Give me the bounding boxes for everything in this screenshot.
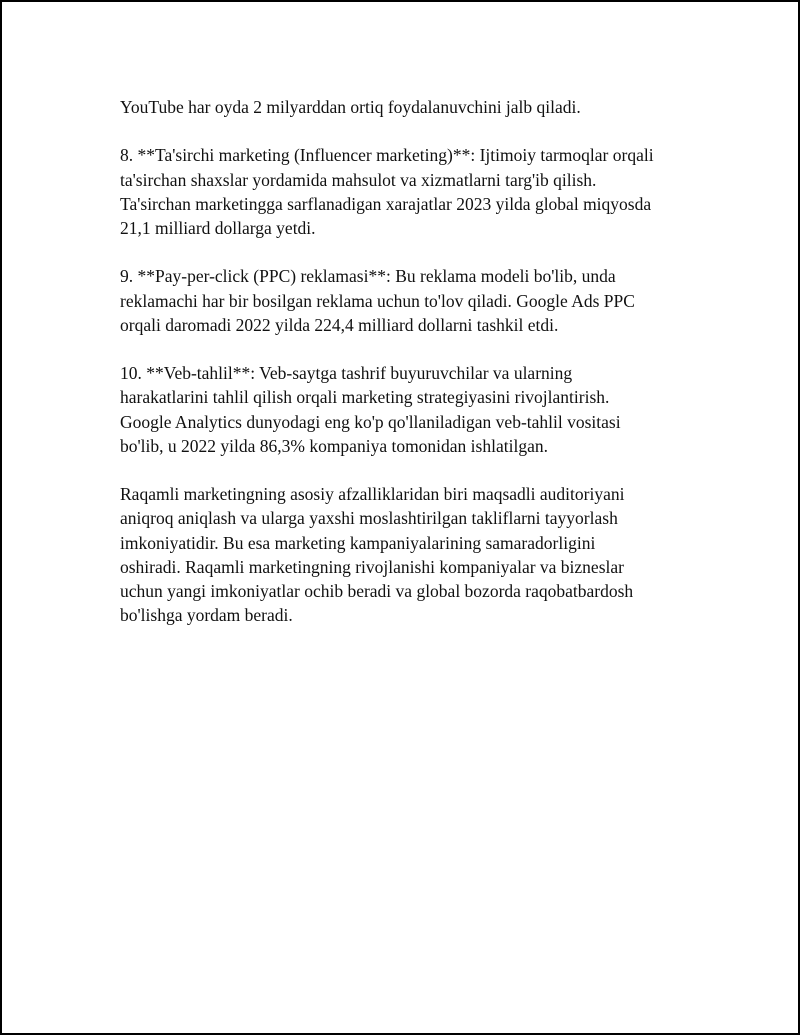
text-line: Raqamli marketingning asosiy afzalliklaridan biri maqsadli auditoriyani: [120, 484, 625, 505]
text-line: uchun yangi imkoniyatlar ochib beradi va global bozorda raqobatbardosh: [120, 581, 634, 601]
text-line: 8. **Ta'sirchi marketing (Influencer marketing)**: Ijtimoiy tarmoqlar orqali: [120, 145, 654, 166]
text-line: Google Analytics dunyodagi eng ko'p qo'llaniladigan veb-tahlil vositasi: [120, 411, 621, 432]
text-line: ta'sirchan shaxslar yordamida mahsulot va xizmatlarni targ'ib qilish.: [120, 169, 597, 190]
text-line: bo'lib, u 2022 yilda 86,3% kompaniya tomonidan ishlatilgan.: [120, 435, 548, 456]
paragraph-web-analytics: [120, 361, 720, 458]
paragraph-youtube-stat: [120, 95, 720, 119]
text-line: 10. **Veb-tahlil**: Veb-saytga tashrif buyuruvchilar va ularning: [120, 363, 573, 384]
text-line: bo'lishga yordam beradi.: [120, 605, 293, 626]
text-line: 9. **Pay-per-click (PPC) reklamasi**: Bu reklama modeli bo'lib, unda: [120, 266, 616, 287]
text-line: reklamachi har bir bosilgan reklama uchun to'lov qiladi. Google Ads PPC: [120, 290, 635, 311]
text-line: harakatlarini tahlil qilish orqali marketing strategiyasini rivojlantirish.: [120, 387, 610, 408]
text-line: aniqroq aniqlash va ularga yaxshi moslashtirilgan takliflarni tayyorlash: [120, 508, 618, 529]
text-line: imkoniyatidir. Bu esa marketing kampaniyalarining samaradorligini: [120, 532, 596, 553]
paragraph-influencer-marketing: [120, 143, 720, 240]
paragraph-conclusion: [120, 482, 720, 627]
text-line: Ta'sirchan marketingga sarflanadigan xarajatlar 2023 yilda global miqyosda: [120, 193, 652, 214]
paragraph-ppc-advertising: [120, 264, 720, 337]
text-line: 21,1 milliard dollarga yetdi.: [120, 218, 316, 238]
text-line: YouTube har oyda 2 milyarddan ortiq foydalanuvchini jalb qiladi.: [120, 97, 581, 117]
document-body: [120, 95, 720, 652]
text-line: orqali daromadi 2022 yilda 224,4 milliard dollarni tashkil etdi.: [120, 314, 559, 335]
text-line: oshiradi. Raqamli marketingning rivojlanishi kompaniyalar va bizneslar: [120, 556, 624, 577]
